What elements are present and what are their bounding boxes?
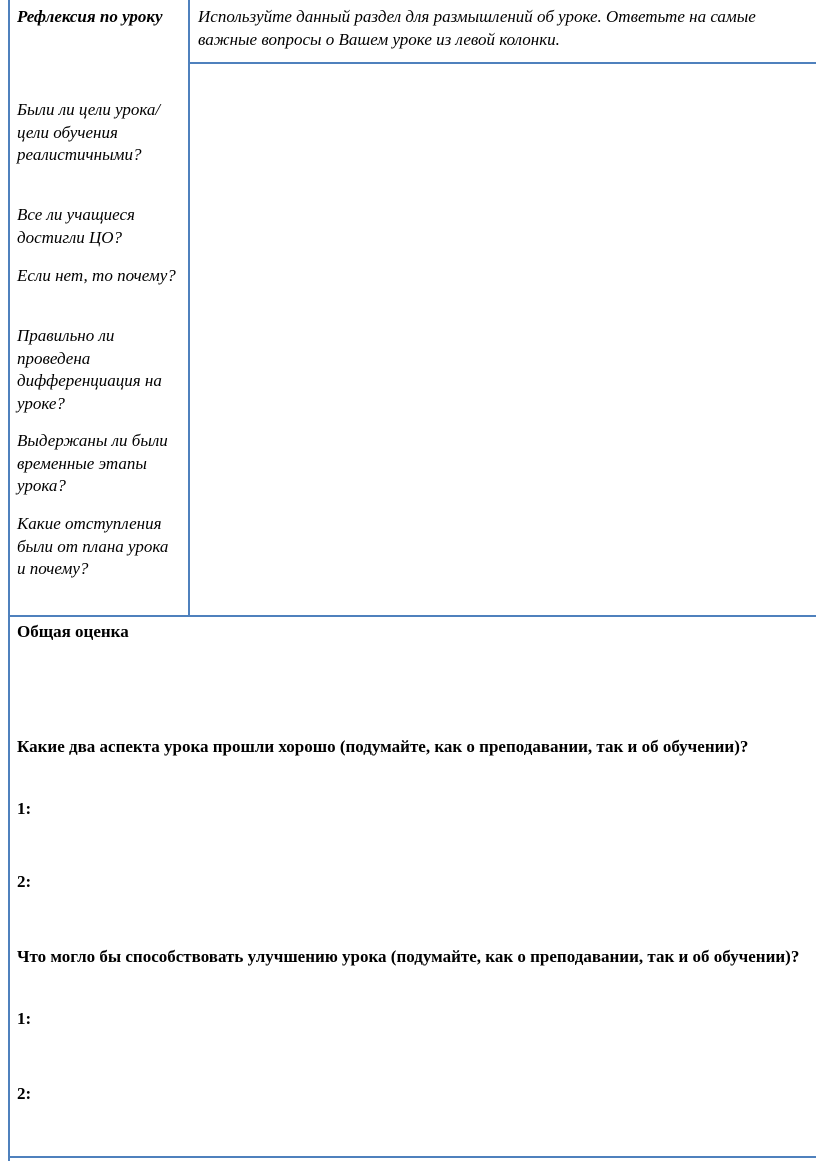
question-all-achieved: Все ли учащиеся достигли ЦО? bbox=[17, 205, 135, 247]
question-deviations: Какие отступления были от плана урока и почему? bbox=[17, 514, 169, 578]
table-border-middle bbox=[8, 615, 816, 617]
question-differentiation: Правильно ли проведена дифференциация на уроке? bbox=[17, 326, 162, 413]
reflection-answer-area[interactable] bbox=[192, 66, 812, 612]
good-aspects-question: Какие два аспекта урока прошли хорошо (подумайте, как о преподавании, так и об обучении)? bbox=[17, 737, 749, 756]
reflection-instruction: Используйте данный раздел для размышлений об уроке. Ответьте на самые важные вопросы о Вашем уроке из левой колонки. bbox=[198, 7, 756, 49]
question-if-not-why: Если нет, то почему? bbox=[17, 266, 176, 285]
question-time-stages: Выдержаны ли были временные этапы урока? bbox=[17, 431, 168, 495]
good-aspect-item-2: 2: bbox=[17, 872, 32, 891]
improvement-question: Что могло бы способствовать улучшению урока (подумайте, как о преподавании, так и об обучении)? bbox=[17, 947, 800, 966]
improvement-item-1: 1: bbox=[17, 1009, 32, 1028]
table-border-bottom bbox=[8, 1156, 816, 1158]
improvement-item-2: 2: bbox=[17, 1084, 32, 1103]
summary-title: Общая оценка bbox=[17, 622, 129, 641]
question-goals-realistic: Были ли цели урока/цели обучения реалистичными? bbox=[17, 100, 161, 164]
table-border-left bbox=[8, 0, 10, 1161]
reflection-header-label: Рефлексия по уроку bbox=[17, 7, 163, 26]
table-border-divider-vertical bbox=[188, 0, 190, 616]
table-border-header-bottom bbox=[188, 62, 816, 64]
good-aspect-item-1: 1: bbox=[17, 799, 32, 818]
